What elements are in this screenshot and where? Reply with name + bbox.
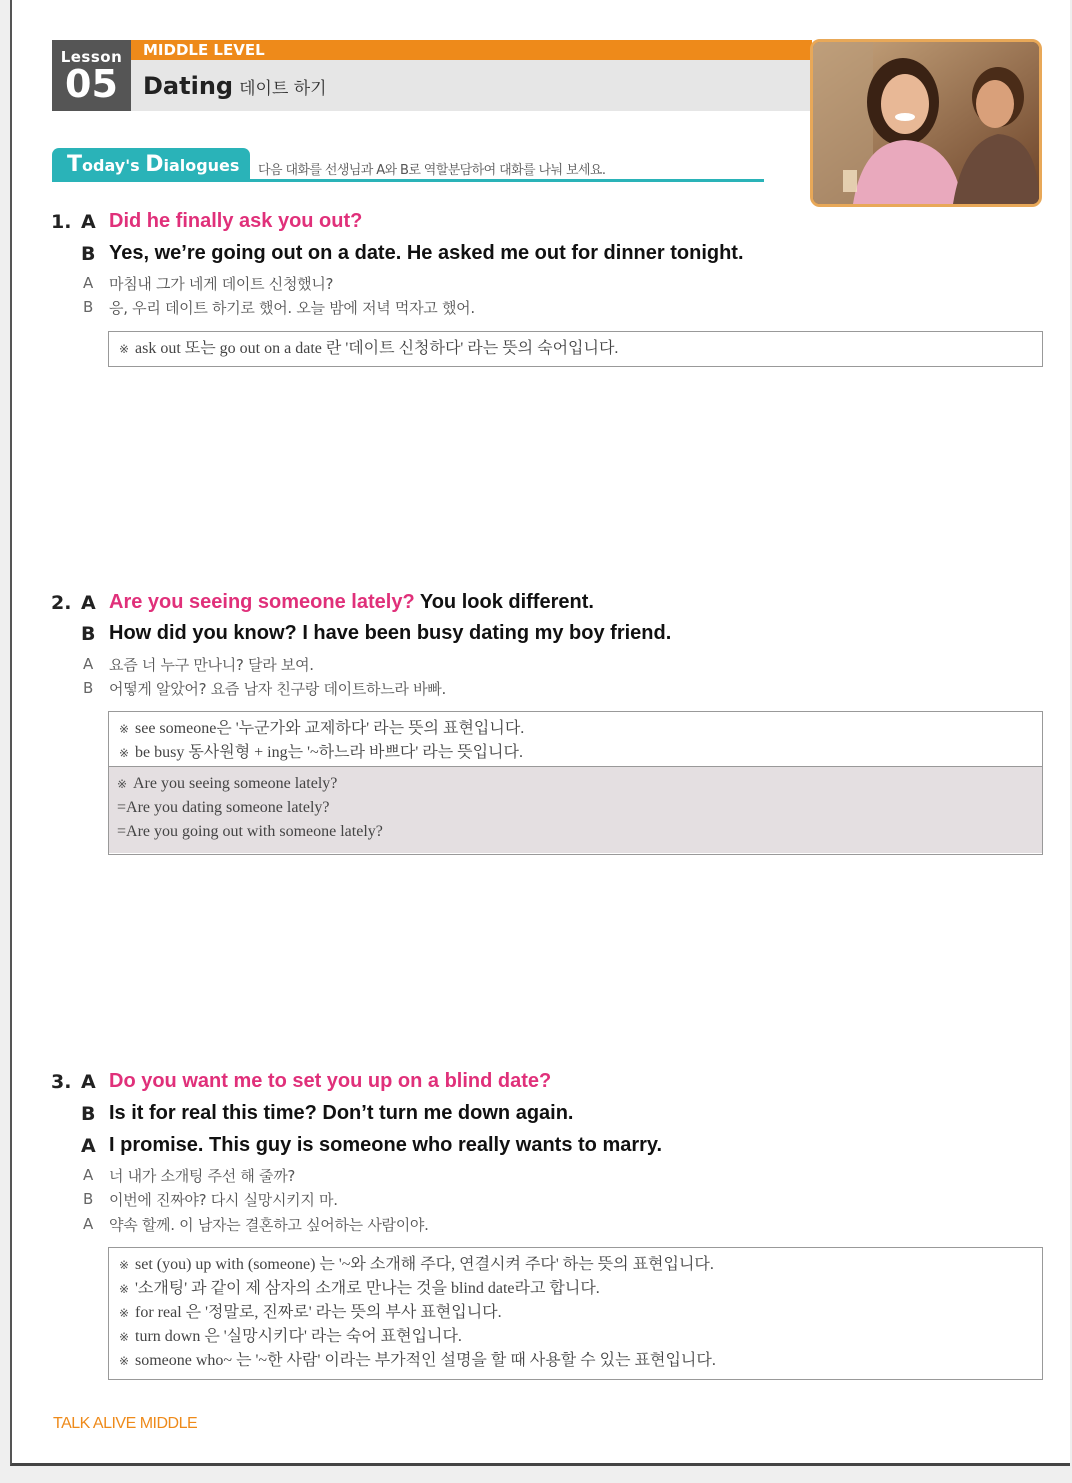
equivalents-box (109, 766, 1042, 853)
note-bullet-icon: ※ (119, 1306, 130, 1320)
translation-line: 이번에 진짜야? 다시 실망시키지 마. (109, 1191, 338, 1209)
page (10, 0, 1070, 1466)
tab-text-ialogues: ialogues (163, 156, 240, 175)
note-line (119, 337, 1042, 361)
translation-line: 너 내가 소개팅 주선 해 줄까? (109, 1167, 296, 1185)
dialogue-line (109, 622, 671, 645)
speaker-label: B (81, 1103, 96, 1125)
speaker-label: B (81, 623, 96, 645)
speaker-label: A (81, 1071, 96, 1093)
dialogue-line (109, 242, 744, 265)
lesson-title-en: Dating (143, 72, 234, 100)
highlighted-phrase: Do you want me to set you up on a blind date? (109, 1070, 552, 1092)
lesson-badge (52, 40, 131, 111)
note-text: '소개팅' 과 같이 제 삼자의 소개로 만나는 것을 blind date라고 합니다. (135, 1280, 600, 1297)
dialogue-number: 2. (51, 592, 72, 614)
speaker-label: A (81, 211, 96, 233)
translation-speaker: B (83, 298, 94, 316)
note-text: turn down 은 '실망시키다' 라는 숙어 표현입니다. (135, 1328, 462, 1345)
translation-speaker: B (83, 1190, 94, 1208)
highlighted-phrase: Are you seeing someone lately? (109, 591, 415, 613)
note-bullet-icon: ※ (119, 1258, 130, 1272)
dialogue-line (109, 1134, 662, 1157)
line-text: Yes, we’re going out on a date. He asked me out for dinner tonight. (109, 242, 744, 264)
level-bar (131, 40, 812, 60)
note-text: someone who~ 는 '~한 사람' 이라는 부가적인 설명을 할 때 사용할 수 있는 표현입니다. (135, 1352, 716, 1369)
tab-text-oday: oday's (82, 156, 146, 175)
footer-series-title: TALK ALIVE MIDDLE (53, 1415, 198, 1432)
dialogue-number: 3. (51, 1071, 72, 1093)
translation-speaker: A (83, 1166, 94, 1184)
note-bullet-icon: ※ (119, 746, 130, 760)
note-line (119, 1253, 1042, 1277)
equivalent-text: Are you dating someone lately? (126, 799, 330, 816)
note-line (119, 1277, 1042, 1301)
lesson-word: Lesson (60, 48, 123, 66)
note-text: be busy 동사원형 + ing는 '~하느라 바쁘다' 라는 뜻입니다. (135, 744, 523, 761)
note-line (119, 717, 1042, 741)
tab-letter-d: D (145, 152, 164, 177)
equivalent-text: Are you going out with someone lately? (126, 823, 383, 840)
line-text: Is it for real this time? Don’t turn me down again. (109, 1102, 574, 1124)
note-box (108, 1247, 1043, 1380)
note-line (119, 1325, 1042, 1349)
equivalent-line (117, 796, 1042, 820)
lesson-number: 05 (65, 62, 118, 106)
note-line (119, 1349, 1042, 1373)
equivalent-line (117, 820, 1042, 844)
tab-letter-t: T (67, 152, 83, 177)
translation-speaker: A (83, 655, 94, 673)
note-bullet-icon: ※ (117, 777, 128, 791)
equivalent-line (117, 772, 1042, 796)
speaker-label: A (81, 592, 96, 614)
section-divider (52, 179, 764, 182)
section-instruction: 다음 대화를 선생님과 A와 B로 역할분담하여 대화를 나눠 보세요. (258, 163, 606, 178)
line-text: How did you know? I have been busy dating my boy friend. (109, 622, 672, 644)
equivalent-text: Are you seeing someone lately? (133, 775, 338, 792)
note-list (109, 712, 1042, 766)
level-label: MIDDLE LEVEL (143, 41, 265, 59)
note-bullet-icon: ※ (119, 1282, 130, 1296)
equals-sign: = (117, 799, 127, 816)
line-text: I promise. This guy is someone who really wants to marry. (109, 1134, 663, 1156)
translation-speaker: A (83, 1215, 94, 1233)
translation-line: 응, 우리 데이트 하기로 했어. 오늘 밤에 저녁 먹자고 했어. (109, 299, 475, 317)
speaker-label: B (81, 243, 96, 265)
translation-speaker: A (83, 274, 94, 292)
todays-dialogues-tab (52, 148, 250, 181)
title-bar (131, 60, 812, 111)
highlighted-phrase: Did he finally ask you out? (109, 210, 363, 232)
equals-sign: = (117, 823, 127, 840)
note-bullet-icon: ※ (119, 1354, 130, 1368)
translation-line: 어떻게 알았어? 요즘 남자 친구랑 데이트하느라 바빠. (109, 680, 446, 698)
speaker-label: A (81, 1135, 96, 1157)
note-box (108, 331, 1043, 367)
note-bullet-icon: ※ (119, 1330, 130, 1344)
lesson-title-ko: 데이트 하기 (239, 79, 327, 99)
translation-speaker: B (83, 679, 94, 697)
note-line (119, 741, 1042, 765)
dialogue-number: 1. (51, 211, 72, 233)
note-text: ask out 또는 go out on a date 란 '데이트 신청하다' 라는 뜻의 숙어입니다. (135, 340, 619, 357)
note-text: set (you) up with (someone) 는 '~와 소개해 주다, 연결시켜 주다' 하는 뜻의 표현입니다. (135, 1256, 714, 1273)
line-text: You look different. (414, 591, 594, 613)
dialogue-line (109, 591, 594, 614)
note-line (119, 1301, 1042, 1325)
dialogue-line (109, 1102, 573, 1125)
note-bullet-icon: ※ (119, 342, 130, 356)
note-text: for real 은 '정말로, 진짜로' 라는 뜻의 부사 표현입니다. (135, 1304, 502, 1321)
translation-line: 약속 할께. 이 남자는 결혼하고 싶어하는 사람이야. (109, 1216, 429, 1234)
dialogue-line (109, 210, 362, 233)
note-box (108, 711, 1043, 855)
translation-line: 마침내 그가 네게 데이트 신청했니? (109, 275, 334, 293)
couple-photo-illustration (813, 42, 1039, 204)
couple-photo (810, 39, 1042, 207)
note-text: see someone은 '누군가와 교제하다' 라는 뜻의 표현입니다. (135, 720, 525, 737)
dialogue-line (109, 1070, 551, 1093)
translation-line: 요즘 너 누구 만나니? 달라 보여. (109, 656, 314, 674)
note-bullet-icon: ※ (119, 722, 130, 736)
